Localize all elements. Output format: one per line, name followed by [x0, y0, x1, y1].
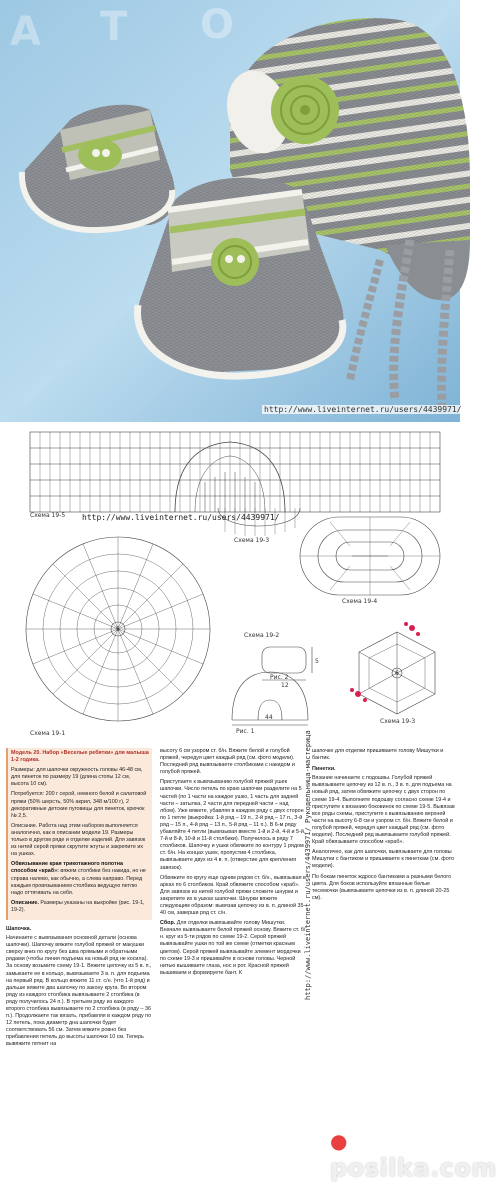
- dim-5: 5: [315, 658, 319, 665]
- text-column-2: [160, 748, 306, 1168]
- crochet-charts: [0, 422, 460, 742]
- needs-text: Потребуется: 200 г серой, немного белой и салатовой пряжи (50% шерсть, 50% акрил, 348 м/100 г), 2 декоративные детские пуговицы для пинеток, крючок № 2,5.: [11, 791, 147, 819]
- col3-para-2: Вязание начинаете с подошвы. Голубой пряжей вывязываете цепочку из 12 в. п., 3 в. п. для подъема на новый ряд, затем обвяжите цепочку с двух сторон по схеме 19-4. Выполните подошву согласно схеме 19-4 и приступите к вязанию боковинок по схеме 19-5. Вывязав все ряды схемы, приступите к вывязыванию верхней части на высоту 6-8 см и узором ст. б/н. Вяжите белой и голубой пряжей, чередуя цвет каждый ряд (см. фото модели). Последний ряд вывязываете голубой пряжей. Край обвязываете способом «краб».: [312, 775, 455, 846]
- posilka-logo-text: posilka.com: [330, 1154, 497, 1182]
- edge-heading: Обвязывание края трикотажного полотна способом «краб»:: [11, 861, 123, 875]
- vertical-watermark: [304, 730, 312, 1000]
- model-title: Модель 20. Набор «Веселые ребятки» для малыша 1-2 годика.: [11, 750, 149, 764]
- label-schema-19-2: Схема 19-2: [244, 632, 280, 639]
- edge-text: вяжем столбики без накида, но не справа налево, как обычно, а слева направо. Перед каждым провязыванием столбика ведущую петлю надо оттягивать на себя.: [11, 868, 146, 896]
- schema-19-5-chart: [30, 432, 440, 512]
- col3-para-3: Аналогично, как для шапочки, вывязываете для головы Мишутки с бантиком и пришиваете к пинеткам (см. фото модели).: [312, 849, 455, 870]
- dim-44: 44: [265, 714, 273, 721]
- pin-icon: ●: [330, 1129, 348, 1153]
- label-rect-2: Рис. 2: [270, 674, 289, 681]
- text-column-3: [312, 748, 456, 1168]
- model-info-box: [6, 748, 152, 920]
- label-schema-19-3b: Схема 19-3: [380, 718, 416, 725]
- hat-text: Начинаете с вывязывания основной детали (основа шапочки). Шапочку вяжите голубой пряжей от макушки сверху вниз по кругу без шва прямыми и обратными рядами (чтобы линия подъема на новый ряд не косила). За основу возьмите схему 19-1. Вяжите цепочку из 5 в. п., замыкаете ее в кольцо, вывязываете 3 в. п. для подъема на первый ряд. В кольцо вяжите 11 ст. с/н. (что 1-й ряд) и дальше вяжите два шапочку по закону круга. Во втором ряду из каждого столбика вывязываете 2 столбика (в ряду получилось 24 п.). В третьем ряду из каждого второго столбика вывязываете по 2 столбика (в ряду – 36 п.). Продолжаете так вязать, прибавляя в каждом ряду по 12 петель, пока диаметр дна шапочки будет соответствовать 56 см. Затем вяжите ровно без прибавления петель до высоты шапочки 10 см. Теперь вывяжите пятнит на: [6, 935, 152, 1048]
- chart-watermark: http://www.liveinternet.ru/users/4439971/: [82, 513, 280, 522]
- svg-text:A: A: [10, 9, 41, 55]
- label-schema-19-5: Схема 19-5: [30, 512, 66, 519]
- label-rect-1: Рис. 1: [236, 728, 255, 735]
- svg-text:O: O: [200, 2, 235, 48]
- dim-12: 12: [281, 682, 289, 689]
- col2-para-2: Приступаете к вывязыванию голубой пряжей ушек шапочки. Число петель по краю шапочки разделите на 5 частей (по 1 части на каждое ушко, 1 часть для задней части – затылка, 2 части для передней части – над лбом). Уже вяжете, убавляя в каждом ряду с двух сторон по 1 петле (выкройка: 1-й ряд – 19 п., 2-й ряд – 17 п., 3-й ряд – 15 п., 4-й ряд – 13 п., 5-й ряд – 11 п.). В 6-м ряду убавляйте 4 петли (вывязывая вместе 1-й и 2-й, 4-й и 5-й, 7-й и 8-й, 10-й и 11-й столбики). Получилось в ряду 7 столбиков. Шапочку и ушки обвяжите по контуру 1 рядом ст. б/н. На концах ушек, пропустив 4 столбика, вывязываете двух из 4 в. п. (отверстие для крепления завязок).: [160, 779, 306, 871]
- label-schema-19-1: Схема 19-1: [30, 730, 66, 737]
- label-schema-19-3: Схема 19-3: [234, 537, 270, 544]
- col2-para-4: Для отделки вывязывайте голову Мишутки. Вначале вывязываете белой пряжей основу. Вяжите ст. б/н. круг из 5-ти рядов по схеме 19-2. Серой пряжей вывязывайте ушки по той же схеме (отметки красным цветом). Серой пряжей вывязывайте элемент мордочки по схеме 19-3 и пришивайте в основе головы. Черной нитью вышиваете глаза, нос и рот. Красной пряжей вышиваем и формируете бант. К: [160, 920, 306, 976]
- assembly-heading: Сбор.: [160, 920, 176, 927]
- posilka-logo: [330, 1126, 497, 1182]
- col3-para-4: По бокам пинеток ждросо бантиками а разными белого цвета. Для боков используйте вязанные белые тесемочки (вывязываете цепочки из в. п. длиной 20-25 см).: [312, 873, 452, 901]
- center-5: 5: [116, 626, 120, 633]
- vertical-watermark-url: http://www.liveinternet.ru/users/4439971/: [304, 827, 312, 1000]
- text-column-1: [6, 748, 152, 1168]
- descr-text: Размеры указаны на выкройке (рис. 19-1, 19-2).: [11, 899, 145, 913]
- product-photo: [0, 0, 460, 422]
- booties-heading: Пинетки.: [312, 766, 336, 773]
- descr-heading: Описание.: [11, 899, 39, 906]
- sizes-text: Размеры: для шапочки окружность головы 46-48 см, для пинеток по размеру 19 (длина стопы 12 см, высота 10 см).: [11, 767, 143, 788]
- col3-para-1: шапочке для отделки пришиваете голову Мишутки и бантик.: [312, 748, 444, 762]
- label-schema-19-4: Схема 19-4: [342, 598, 378, 605]
- photo-watermark: http://www.liveinternet.ru/users/4439971/: [264, 405, 462, 414]
- col2-para-1: высоту 6 см узором ст. б/н. Вяжите белой и голубой пряжей, чередуя цвет каждый ряд (см. фото модели). Последний ряд вывязываете столбиками с накидом и голубой пряжей.: [160, 748, 295, 776]
- center-6: 6: [395, 670, 399, 677]
- schema-19-4-chart: [300, 517, 440, 595]
- vertical-watermark-sub: Рукодельница-мастерица: [304, 730, 312, 823]
- desc-text: Описание. Работа над этим набором выполняется аналогично, как в описании модели 19. Размеры только в другом ряде и отделке изделий. Для завязок из нитей серой пряжи скрутите жгуты и закрепите их на ушках.: [11, 822, 146, 858]
- svg-text:T: T: [100, 4, 128, 50]
- hat-heading: Шапочка.: [6, 925, 32, 932]
- col2-para-3: Обвяжите по кругу еще одним рядом ст. б/н., вывязывая в арках по 6 столбиков. Край обвяжите способом «краб». Для завязок из нитей голубой пряжи сложите шнурки и закрепите их в ушках шапочки. Шнурки вяжите следующим образом: вывязав цепочку из в. п. длиной 35-40 см, заверши ряд ст. с/н.: [160, 874, 306, 917]
